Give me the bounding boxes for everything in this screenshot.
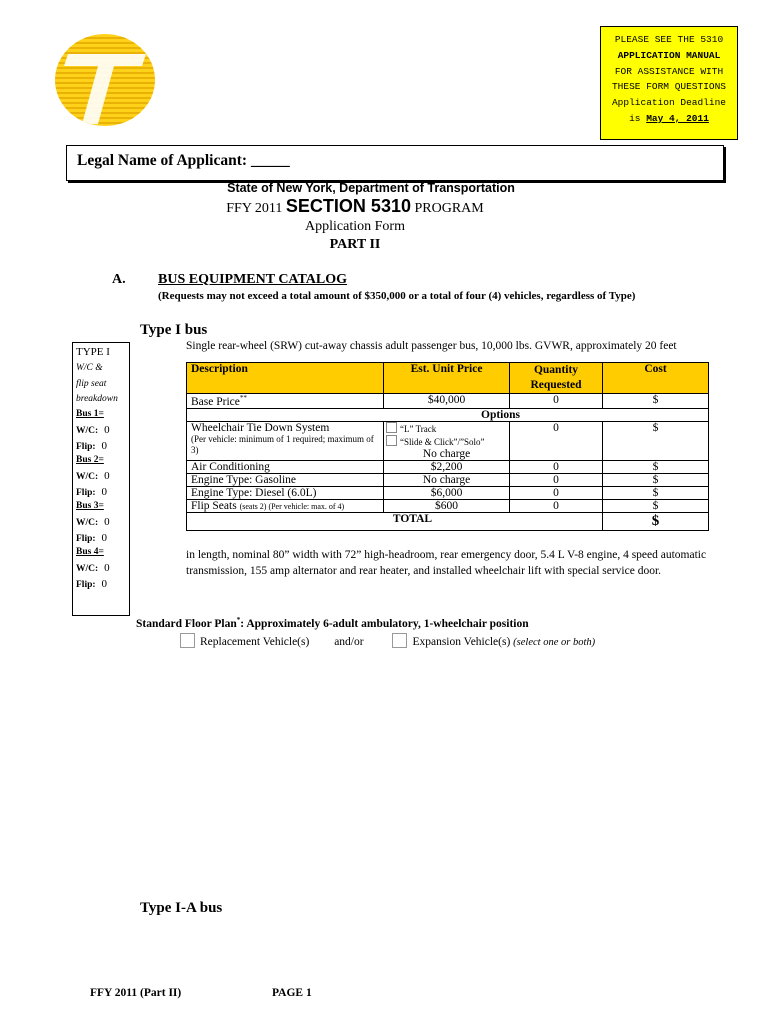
wc-value[interactable]: 0 <box>104 516 110 528</box>
table-row <box>187 499 709 512</box>
sidebar-subtitle: flip seat <box>76 379 107 389</box>
wheelchair-sub: (Per vehicle: minimum of 1 required; maximum of 3) <box>191 433 374 455</box>
options-row <box>187 408 709 421</box>
total-row <box>187 512 709 530</box>
program-section: SECTION 5310 <box>285 196 411 216</box>
bus-wc <box>76 516 110 528</box>
flip-label: Flip: <box>76 488 96 498</box>
sidebar-title: TYPE I <box>76 346 110 358</box>
nysdot-logo <box>54 32 156 128</box>
notice-line: APPLICATION MANUAL <box>617 49 721 61</box>
option-qty[interactable]: 0 <box>510 473 603 486</box>
option-label: Flip Seats <box>191 499 237 512</box>
wc-value[interactable]: 0 <box>104 424 110 436</box>
base-price-mark: ** <box>239 394 247 402</box>
expansion-label: Expansion Vehicle(s) <box>412 636 511 648</box>
type1-description-first-line: Single rear-wheel (SRW) cut-away chassis adult passenger bus, 10,000 lbs. GVWR, approximately 20 feet <box>186 340 677 352</box>
legal-name-field[interactable]: _____ <box>250 152 290 169</box>
wc-label: W/C: <box>76 426 99 436</box>
total-label: TOTAL <box>187 512 603 530</box>
flip-label: Flip: <box>76 580 96 590</box>
base-price-qty[interactable]: 0 <box>510 394 603 409</box>
bus-label: Bus 4= <box>76 547 104 557</box>
total-value: $ <box>603 512 709 530</box>
wheelchair-label: Wheelchair Tie Down System <box>191 421 330 434</box>
type1-heading: Type I bus <box>140 322 208 338</box>
bus-label: Bus 3= <box>76 501 104 511</box>
replacement-label: Replacement Vehicle(s) <box>200 636 310 648</box>
department-title: State of New York, Department of Transportation <box>227 181 515 195</box>
wheelchair-qty[interactable]: 0 <box>510 421 603 460</box>
equipment-table <box>186 362 709 531</box>
option-qty[interactable]: 0 <box>510 486 603 499</box>
expansion-checkbox[interactable] <box>392 633 407 648</box>
option-qty[interactable]: 0 <box>510 460 603 473</box>
footer-left: FFY 2011 (Part II) <box>90 987 182 999</box>
table-row <box>187 394 709 409</box>
section-note: (Requests may not exceed a total amount of $350,000 or a total of four (4) vehicles, regardless of Type) <box>158 290 636 302</box>
option-cost: $ <box>603 473 709 486</box>
table-row <box>187 473 709 486</box>
bus-flip <box>76 486 107 498</box>
wheelchair-options-cell <box>384 421 510 460</box>
floor-plan-text: : Approximately 6-adult ambulatory, 1-wheelchair position <box>240 617 529 630</box>
wheelchair-price: No charge <box>422 447 471 460</box>
program-year: FFY 2011 <box>226 201 283 216</box>
deadline-notice <box>600 26 738 140</box>
type1-description-continued: in length, nominal 80” width with 72” high-headroom, rear emergency door, 5.4 L V-8 engine, 4 speed automatic transmission, 155 amp alternator and rear heater, and installed wheelchair lift with special service door. <box>186 549 707 577</box>
replacement-checkbox[interactable] <box>180 633 195 648</box>
option-sub: (seats 2) (Per vehicle: max. of 4) <box>239 501 345 511</box>
program-title <box>40 196 670 217</box>
legal-name-label-text: Legal Name of Applicant: <box>77 152 248 169</box>
section-letter: A. <box>112 272 126 287</box>
notice-line: PLEASE SEE THE 5310 <box>614 34 724 45</box>
bus-label: Bus 2= <box>76 455 104 465</box>
notice-is: is <box>629 112 641 124</box>
header-cost: Cost <box>603 363 709 394</box>
bus-wc <box>76 470 110 482</box>
options-label: Options <box>187 408 709 421</box>
flip-value[interactable]: 0 <box>101 486 108 498</box>
flip-value[interactable]: 0 <box>101 532 108 544</box>
bus-wc <box>76 562 110 574</box>
section-title: BUS EQUIPMENT CATALOG <box>158 272 348 287</box>
form-name: Application Form <box>305 219 405 234</box>
option-label: Air Conditioning <box>187 460 384 473</box>
table-row <box>187 421 709 460</box>
option-price: $6,000 <box>384 486 510 499</box>
type1a-heading: Type I-A bus <box>140 900 223 916</box>
bus-wc <box>76 424 110 436</box>
option-cost: $ <box>603 486 709 499</box>
type1-breakdown-sidebar <box>72 342 130 616</box>
bus-flip <box>76 440 107 452</box>
flip-value[interactable]: 0 <box>101 578 108 590</box>
wheelchair-cost: $ <box>603 421 709 460</box>
option-label: Engine Type: Diesel (6.0L) <box>187 486 384 499</box>
legal-name-box[interactable] <box>66 145 724 181</box>
vehicle-choice-line <box>180 633 595 648</box>
notice-line: FOR ASSISTANCE WITH <box>614 65 724 77</box>
base-price-value: $40,000 <box>384 394 510 409</box>
option-label: Engine Type: Gasoline <box>187 473 384 486</box>
base-price-label: Base Price <box>191 395 240 408</box>
checkbox[interactable] <box>386 422 397 433</box>
bus-flip <box>76 532 107 544</box>
option-price: $600 <box>384 499 510 512</box>
table-row <box>187 460 709 473</box>
wc-value[interactable]: 0 <box>104 470 110 482</box>
bus-flip <box>76 578 107 590</box>
option-qty[interactable]: 0 <box>510 499 603 512</box>
l-track-option[interactable] <box>386 422 507 435</box>
flip-label: Flip: <box>76 534 96 544</box>
slide-click-option[interactable] <box>386 435 507 448</box>
option-price: No charge <box>384 473 510 486</box>
flip-value[interactable]: 0 <box>101 440 108 452</box>
wc-label: W/C: <box>76 518 99 528</box>
floor-plan-mark: * <box>236 616 241 624</box>
notice-line: THESE FORM QUESTIONS <box>611 81 727 93</box>
option-price: $2,200 <box>384 460 510 473</box>
l-track-label: “L” Track <box>400 423 437 434</box>
page-number: PAGE 1 <box>272 987 312 999</box>
header-price: Est. Unit Price <box>384 363 510 394</box>
base-price-cell <box>187 394 384 409</box>
table-header-row <box>187 363 709 394</box>
base-price-cost: $ <box>603 394 709 409</box>
sidebar-subtitle: W/C & <box>76 363 103 373</box>
floor-plan-label: Standard Floor Plan <box>136 617 237 630</box>
form-part: PART II <box>329 237 381 252</box>
sidebar-subtitle: breakdown <box>76 394 118 404</box>
program-suffix: PROGRAM <box>414 201 484 216</box>
option-cost: $ <box>603 499 709 512</box>
wc-label: W/C: <box>76 472 99 482</box>
andor-text: and/or <box>334 636 364 648</box>
notice-deadline-line <box>601 111 737 127</box>
select-note: (select one or both) <box>513 637 596 648</box>
wc-value[interactable]: 0 <box>104 562 110 574</box>
floor-plan-line <box>136 616 529 630</box>
header-description: Description <box>187 363 384 394</box>
table-row <box>187 486 709 499</box>
legal-name-label <box>77 152 290 170</box>
bus-label: Bus 1= <box>76 409 104 419</box>
wheelchair-cell <box>187 421 384 460</box>
deadline-date: May 4, 2011 <box>646 112 709 124</box>
slide-click-label: “Slide & Click”/”Solo” <box>400 436 485 447</box>
flip-seats-cell <box>187 499 384 512</box>
option-cost: $ <box>603 460 709 473</box>
wc-label: W/C: <box>76 564 99 574</box>
header-quantity: Quantity Requested <box>510 363 603 394</box>
flip-label: Flip: <box>76 442 96 452</box>
checkbox[interactable] <box>386 435 397 446</box>
notice-line: Application Deadline <box>611 97 727 109</box>
